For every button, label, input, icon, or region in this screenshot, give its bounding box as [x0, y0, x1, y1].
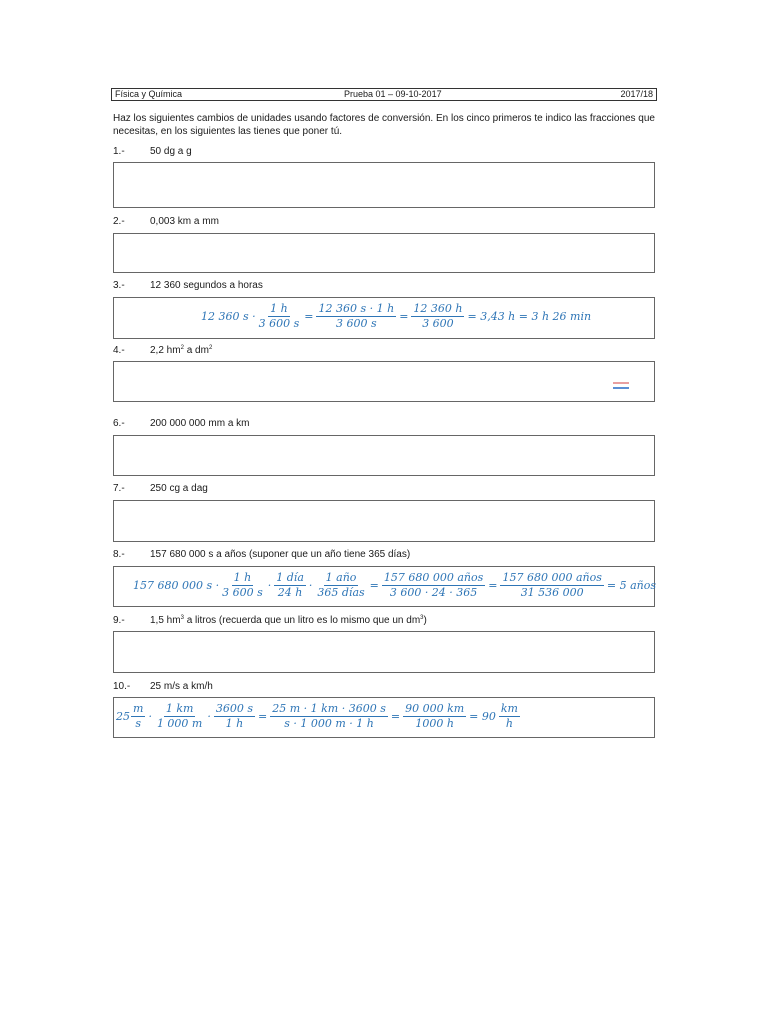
question-number: 9.- — [113, 615, 125, 626]
denominator: 3 600 — [422, 317, 454, 330]
denominator: h — [505, 717, 513, 730]
result: = 5 años — [606, 579, 656, 592]
answer-box-9[interactable] — [113, 631, 655, 673]
numerator: 1 día — [276, 571, 304, 584]
numerator: 12 360 h — [413, 302, 463, 315]
operator: = — [390, 710, 401, 723]
denominator: 1000 h — [415, 717, 454, 730]
question-number: 7.- — [113, 483, 125, 494]
answer-box-7[interactable] — [113, 500, 655, 542]
question-number: 3.- — [113, 280, 125, 291]
question-number: 8.- — [113, 549, 125, 560]
denominator: 1 h — [225, 717, 244, 730]
fraction — [411, 303, 464, 330]
numerator: 157 680 000 años — [383, 571, 484, 584]
mark-line-blue — [613, 387, 629, 389]
operator: = 90 — [469, 710, 496, 723]
answer-10-equation — [116, 703, 521, 730]
operator: = — [258, 710, 268, 723]
question-number: 1.- — [113, 146, 125, 157]
question-text: 12 360 segundos a horas — [150, 280, 263, 291]
denominator: s · 1 000 m · 1 h — [284, 717, 374, 730]
denominator: 3 600 · 24 · 365 — [389, 586, 478, 599]
question-number: 4.- — [113, 345, 125, 356]
operator: = — [304, 310, 314, 323]
fraction — [403, 703, 466, 730]
answer-box-2[interactable] — [113, 233, 655, 273]
fraction — [316, 303, 396, 330]
question-number: 6.- — [113, 418, 125, 429]
fraction — [274, 572, 306, 599]
page-header — [111, 88, 657, 101]
question-number: 10.- — [113, 681, 131, 692]
question-text: 2,2 $hm^2$ a $dm^2$ — [150, 345, 213, 356]
operator: · — [267, 579, 272, 592]
numerator: 1 km — [165, 702, 194, 715]
question-text: 200 000 000 mm a km — [150, 418, 250, 429]
operator: = — [488, 579, 498, 592]
numerator: 12 360 s · 1 h — [318, 302, 395, 315]
numerator: 157 680 000 años — [502, 571, 602, 584]
question-text: 250 cg a dag — [150, 483, 208, 494]
operator: · — [207, 710, 211, 723]
answer-8-equation — [133, 572, 658, 599]
numerator: 3600 s — [215, 702, 253, 715]
fraction — [270, 703, 388, 730]
numerator: 1 h — [233, 571, 252, 584]
fraction — [220, 572, 265, 599]
numerator: 1 h — [270, 302, 288, 315]
fraction — [382, 572, 485, 599]
denominator: 31 536 000 — [520, 586, 584, 599]
result: = 3,43 h = 3 h 26 min — [467, 310, 592, 323]
fraction — [257, 303, 302, 330]
answer-box-4[interactable] — [113, 361, 655, 402]
instructions: Haz los siguientes cambios de unidades usando factores de conversión. En los cinco primeros te indico las fracciones que necesitas, en los siguientes las tienes que poner tú. — [113, 113, 655, 137]
term: 157 680 000 s · — [133, 579, 220, 592]
header-year: 2017/18 — [620, 89, 653, 99]
numerator: 25 m · 1 km · 3600 s — [272, 702, 386, 715]
question-text: 157 680 000 s a años (suponer que un año tiene 365 días) — [150, 549, 411, 560]
operator: · — [308, 579, 313, 592]
fraction — [315, 572, 366, 599]
question-text: 1,5 $hm^3$ a litros (recuerda que un litro es lo mismo que un $dm^3$) — [150, 615, 427, 626]
mark-line-red — [613, 382, 629, 384]
denominator: s — [135, 717, 142, 730]
term: 12 360 s · — [201, 310, 256, 323]
question-text: 0,003 km a mm — [150, 216, 219, 227]
numerator: 90 000 km — [405, 702, 465, 715]
edit-mark-icon — [613, 382, 629, 390]
operator: · — [148, 710, 152, 723]
denominator: 1 000 m — [156, 717, 203, 730]
numerator: km — [500, 702, 518, 715]
term: 25 — [116, 710, 130, 723]
operator: = — [369, 579, 379, 592]
denominator: 24 h — [277, 586, 303, 599]
answer-box-1[interactable] — [113, 162, 655, 208]
fraction — [499, 703, 520, 730]
answer-3-equation — [201, 303, 593, 330]
denominator: 365 días — [317, 586, 365, 599]
fraction — [214, 703, 255, 730]
answer-box-6[interactable] — [113, 435, 655, 476]
question-text: 25 m/s a km/h — [150, 681, 213, 692]
header-test: Prueba 01 – 09-10-2017 — [344, 89, 442, 99]
denominator: 3 600 s — [258, 317, 300, 330]
fraction — [131, 703, 145, 730]
fraction — [500, 572, 603, 599]
operator: = — [399, 310, 409, 323]
question-text: 50 dg a g — [150, 146, 192, 157]
numerator: m — [133, 702, 144, 715]
question-number: 2.- — [113, 216, 125, 227]
denominator: 3 600 s — [222, 586, 263, 599]
numerator: 1 año — [325, 571, 357, 584]
fraction — [155, 703, 204, 730]
header-subject: Física y Química — [115, 89, 183, 99]
denominator: 3 600 s — [336, 317, 377, 330]
